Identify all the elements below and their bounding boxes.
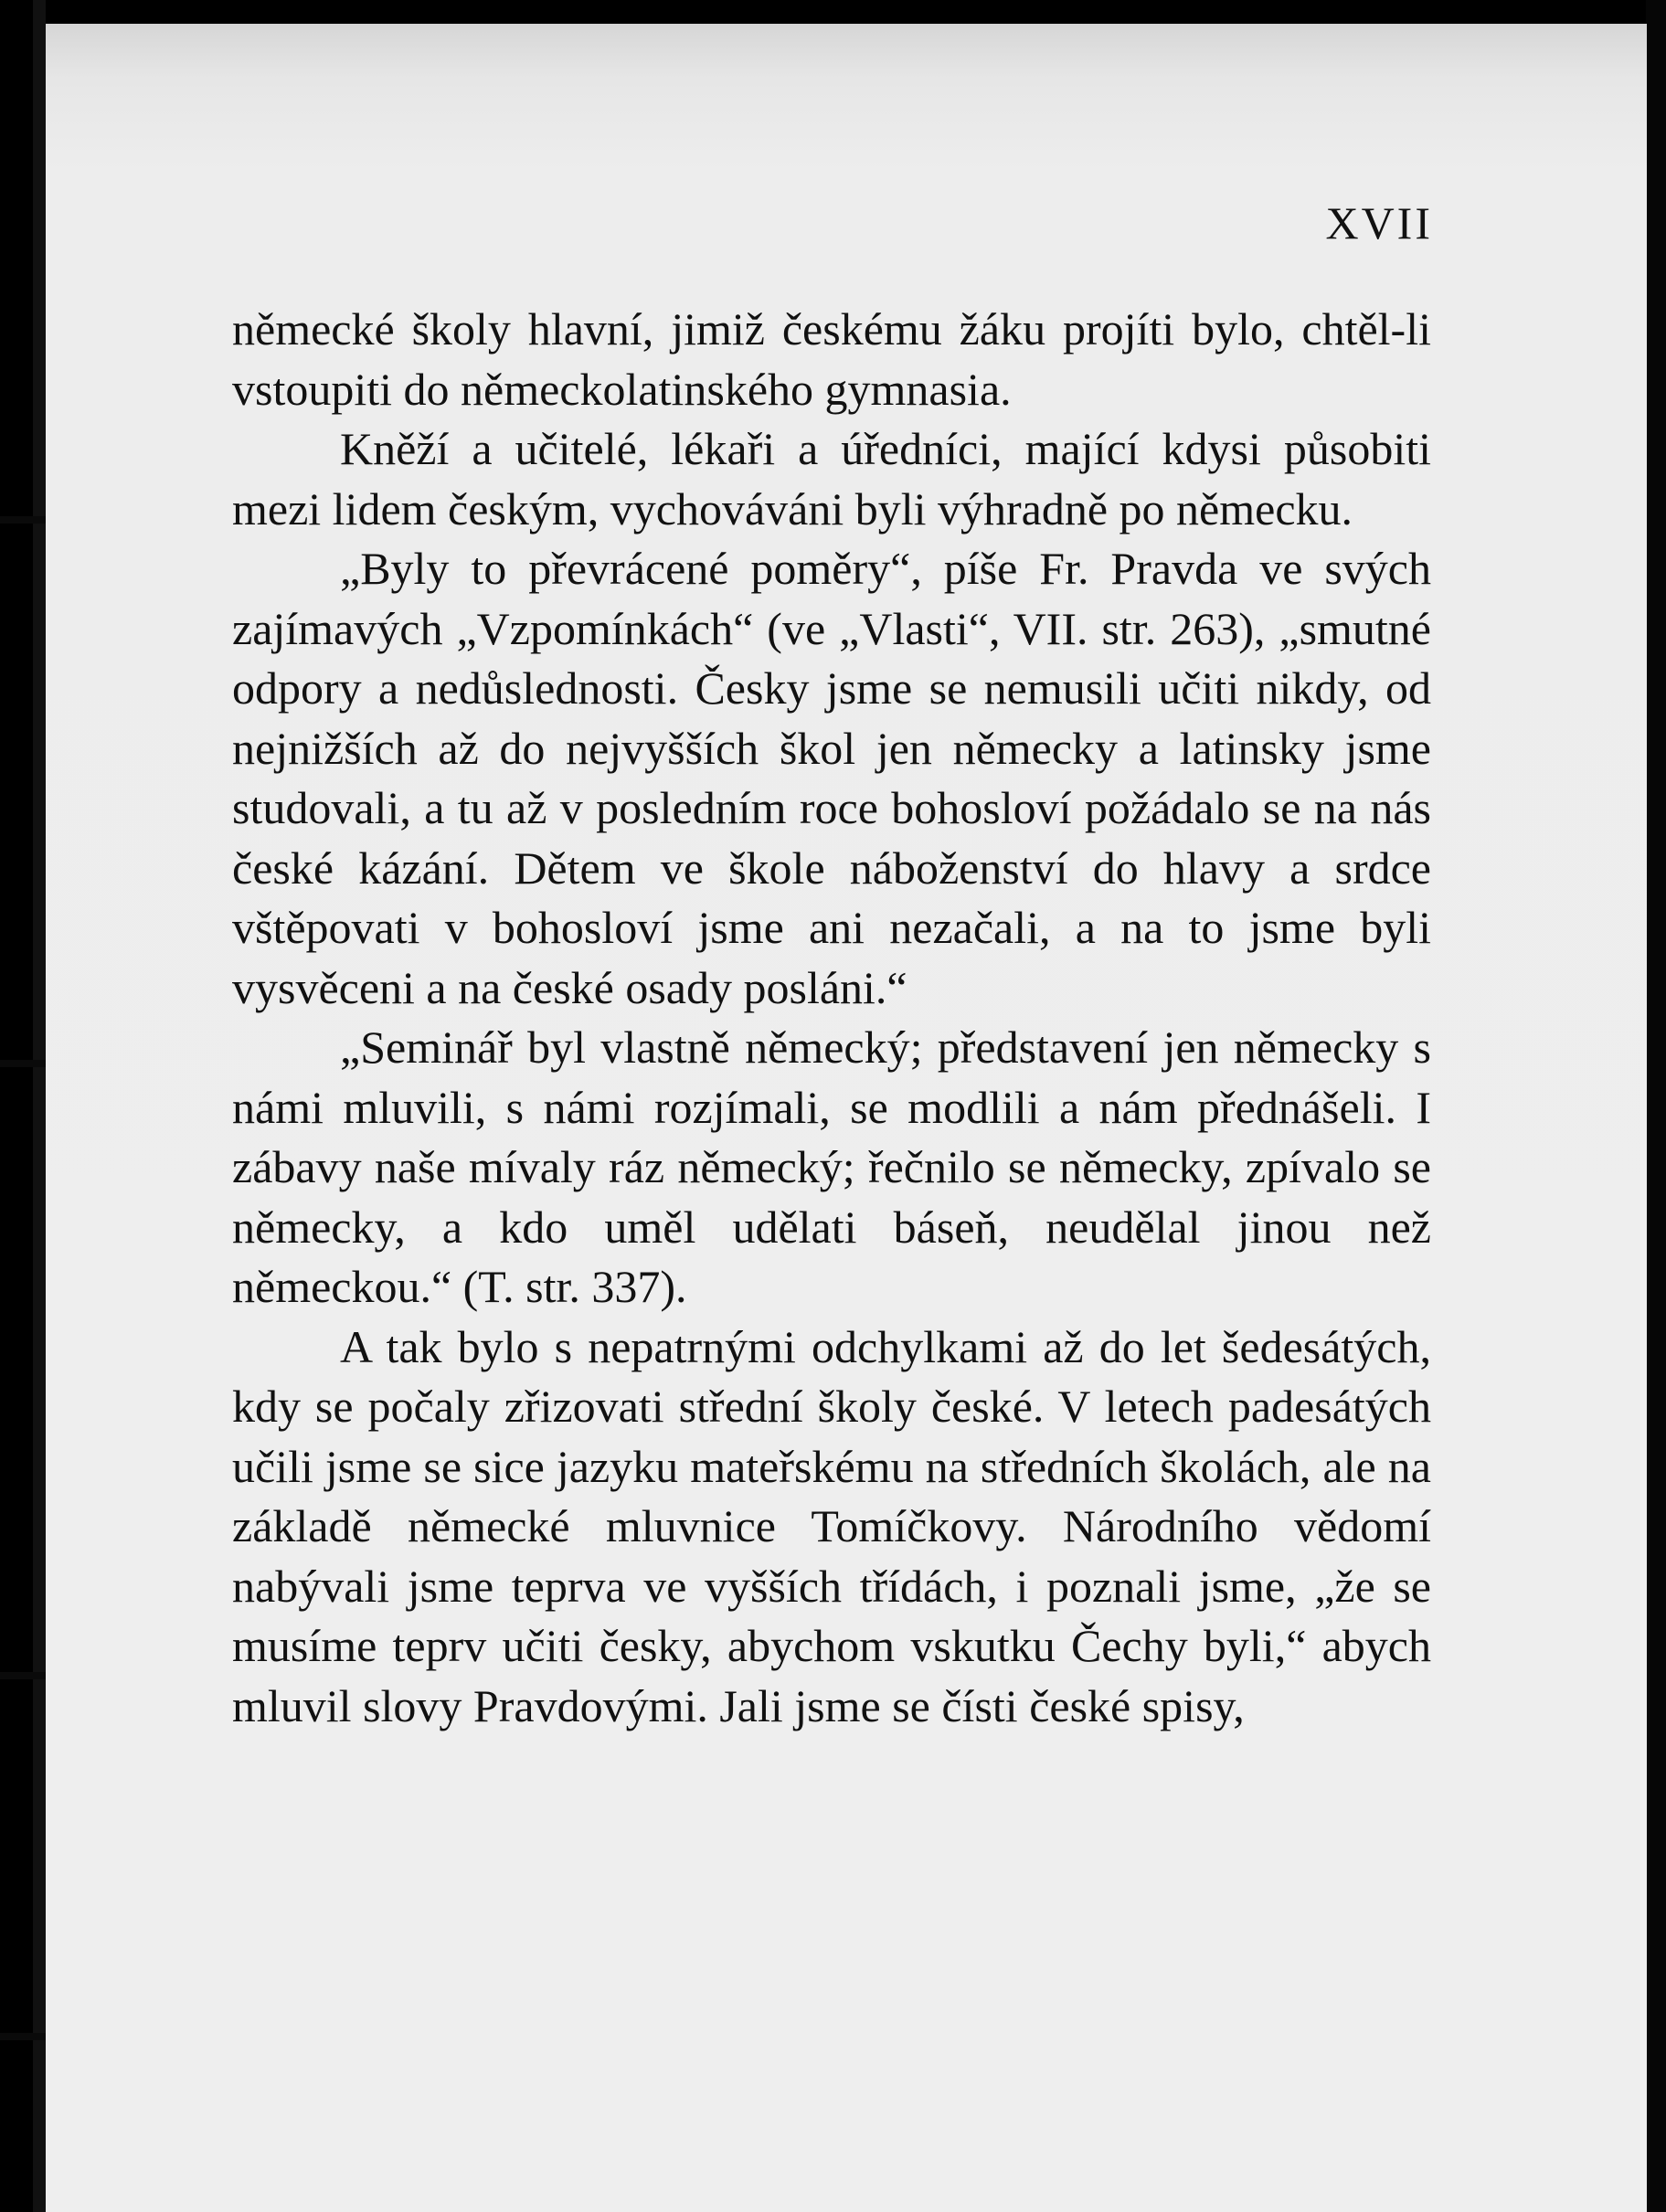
paragraph-2: Kněží a učitelé, lékaři a úředníci, mající kdysi působiti mezi lidem českým, vychováváni byli výhradně po německu.	[232, 423, 1431, 534]
paragraph-3: „Byly to převrácené poměry“, píše Fr. Pravda ve svých zajímavých „Vzpomínkách“ (ve „Vlasti“, VII. str. 263), „smutné odpory a nedůslednosti. Česky jsme se nemusili učiti nikdy, od nejnižších až do nejvyšších škol jen německy a latinsky jsme studovali, a tu až v posledním roce bohosloví požádalo se na nás české kázání. Dětem ve škole náboženství do hlavy a srdce vštěpovati v bohosloví jsme ani nezačali, a na to jsme byli vysvěceni a na české osady posláni.“	[232, 543, 1431, 1013]
paragraph-4: „Seminář byl vlastně německý; představení jen německy s námi mluvili, s námi rozjímali, se modlili a nám přednášeli. I zábavy naše mívaly ráz německý; řečnilo se německy, zpívalo se německy, a kdo uměl udělati báseň, neudělal jinou než německou.“ (T. str. 337).	[232, 1021, 1431, 1312]
body-text	[232, 300, 1431, 1736]
page-number: XVII	[1325, 197, 1433, 249]
paragraph-5: A tak bylo s nepatrnými odchylkami až do let šedesátých, kdy se počaly zřizovati střední školy české. V letech padesátých učili jsme se sice jazyku mateřskému na středních školách, ale na základě německé mluvnice Tomíčkovy. Národního vědomí nabývali jsme teprva ve vyšších třídách, i poznali jsme, „že se musíme teprv učiti česky, abychom vskutku Čechy byli,“ abych mluvil slovy Pravdovými. Jali jsme se čísti české spisy,	[232, 1320, 1431, 1731]
page-edge-shadow	[1646, 0, 1666, 2212]
book-spine	[33, 0, 46, 2212]
paragraph-1: německé školy hlavní, jimiž českému žáku projíti bylo, chtěl-li vstoupiti do německolatinského gymnasia.	[232, 303, 1431, 415]
